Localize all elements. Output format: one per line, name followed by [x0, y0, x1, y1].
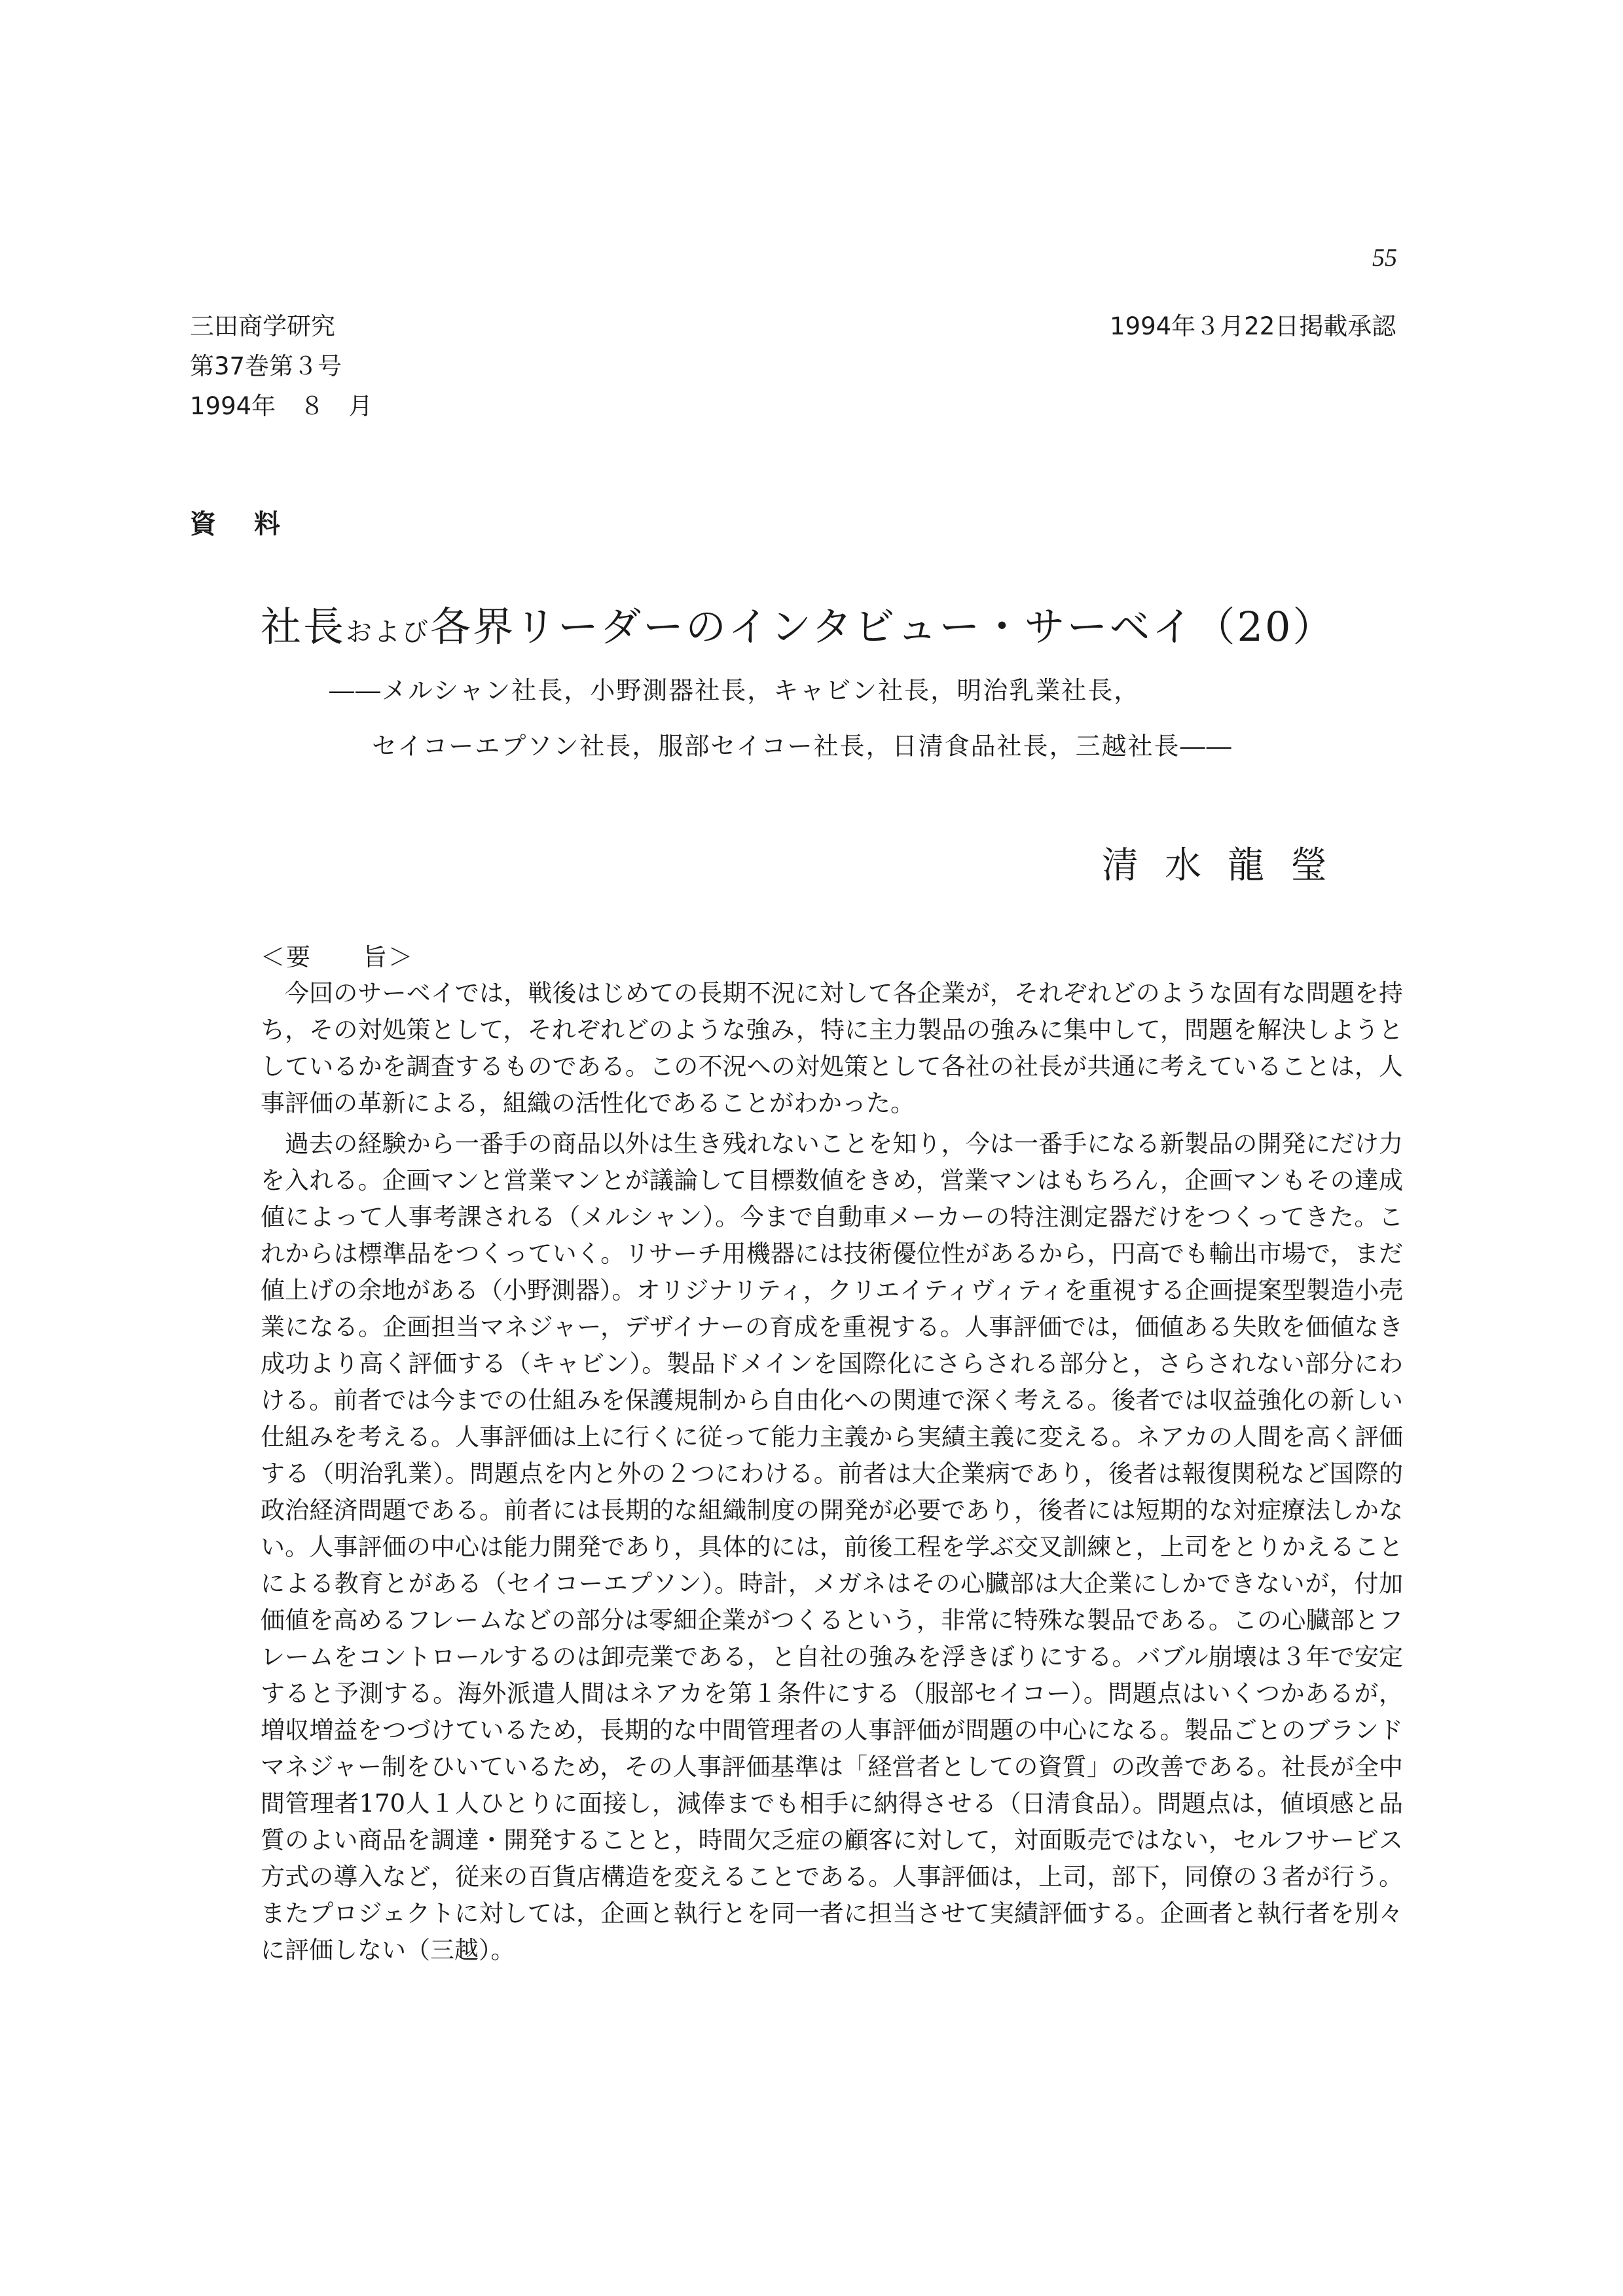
journal-volume: 第37巻第３号 [190, 352, 342, 380]
acceptance-date: 1994年３月22日掲載承認 [1110, 312, 1396, 340]
journal-date: 1994年 ８ 月 [190, 392, 373, 420]
section-label: 資料 [190, 509, 318, 539]
article-subtitle-line-2: セイコーエプソン社長，服部セイコー社長，日清食品社長，三越社長―― [372, 732, 1233, 761]
title-part-b: 各界リーダーのインタビュー・サーベイ（20） [430, 603, 1336, 651]
abstract-paragraph: 過去の経験から一番手の商品以外は生き残れないことを知り，今は一番手になる新製品の開発にだけ力を入れる。企画マンと営業マンとが議論して目標数値をきめ，営業マンはもちろん，企画マンもその達成値によって人事考課される（メルシャン）。今まで自動車メーカーの特注測定器だけをつくってきた。これからは標準品をつくっていく。リサーチ用機器には技術優位性があるから，円高でも輸出市場で，まだ値上げの余地がある（小野測器）。オリジナリティ，クリエイティヴィティを重視する企画提案型製造小売業になる。企画担当マネジャー，デザイナーの育成を重視する。人事評価では，価値ある失敗を価値なき成功より高く評価する（キャビン）。製品ドメインを国際化にさらされる部分と，さらされない部分にわける。前者では今までの仕組みを保護規制から自由化への関連で深く考える。後者では収益強化の新しい仕組みを考える。人事評価は上に行くに従って能力主義から実績主義に変える。ネアカの人間を高く評価する（明治乳業）。問題点を内と外の２つにわける。前者は大企業病であり，後者は報復関税など国際的政治経済問題である。前者には長期的な組織制度の開発が必要であり，後者には短期的な対症療法しかない。人事評価の中心は能力開発であり，具体的には，前後工程を学ぶ交叉訓練と，上司をとりかえることによる教育とがある（セイコーエプソン）。時計，メガネはその心臓部は大企業にしかできないが，付加価値を高めるフレームなどの部分は零細企業がつくるという，非常に特殊な製品である。この心臓部とフレームをコントロールするのは卸売業である，と自社の強みを浮きぼりにする。バブル崩壊は３年で安定すると予測する。海外派遣人間はネアカを第１条件にする（服部セイコー）。問題点はいくつかあるが，増収増益をつづけているため，長期的な中間管理者の人事評価が問題の中心になる。製品ごとのブランドマネジャー制をひいているため，その人事評価基準は「経営者としての資質」の改善である。社長が全中間管理者170人１人ひとりに面接し，減俸までも相手に納得させる（日清食品）。問題点は，値頃感と品質のよい商品を調達・開発することと，時間欠乏症の顧客に対して，対面販売ではない，セルフサービス方式の導入など，従来の百貨店構造を変えることである。人事評価は，上司，部下，同僚の３者が行う。またプロジェクトに対しては，企画と執行とを同一者に担当させて実績評価する。企画者と執行者を別々に評価しない（三越）。 [261, 1130, 1403, 1964]
author-name: 清水龍瑩 [1102, 844, 1353, 887]
title-part-small: および [346, 617, 431, 647]
article-title [261, 601, 1335, 658]
journal-name: 三田商学研究 [190, 312, 335, 340]
journal-info [190, 306, 373, 426]
abstract-heading: ＜要 旨＞ [261, 943, 414, 971]
page-number: 55 [1372, 244, 1397, 272]
abstract-paragraph: 今回のサーベイでは，戦後はじめての長期不況に対して各企業が，それぞれどのような固有な問題を持ち，その対処策として，それぞれどのような強み，特に主力製品の強みに集中して，問題を解決しようとしているかを調査するものである。この不況への対処策として各社の社長が共通に考えていることは，人事評価の革新による，組織の活性化であることがわかった。 [261, 979, 1403, 1117]
title-part-a: 社長 [261, 603, 346, 651]
abstract-body [261, 975, 1403, 1973]
article-subtitle-line-1: ――メルシャン社長，小野測器社長，キャビン社長，明治乳業社長， [329, 676, 1140, 705]
